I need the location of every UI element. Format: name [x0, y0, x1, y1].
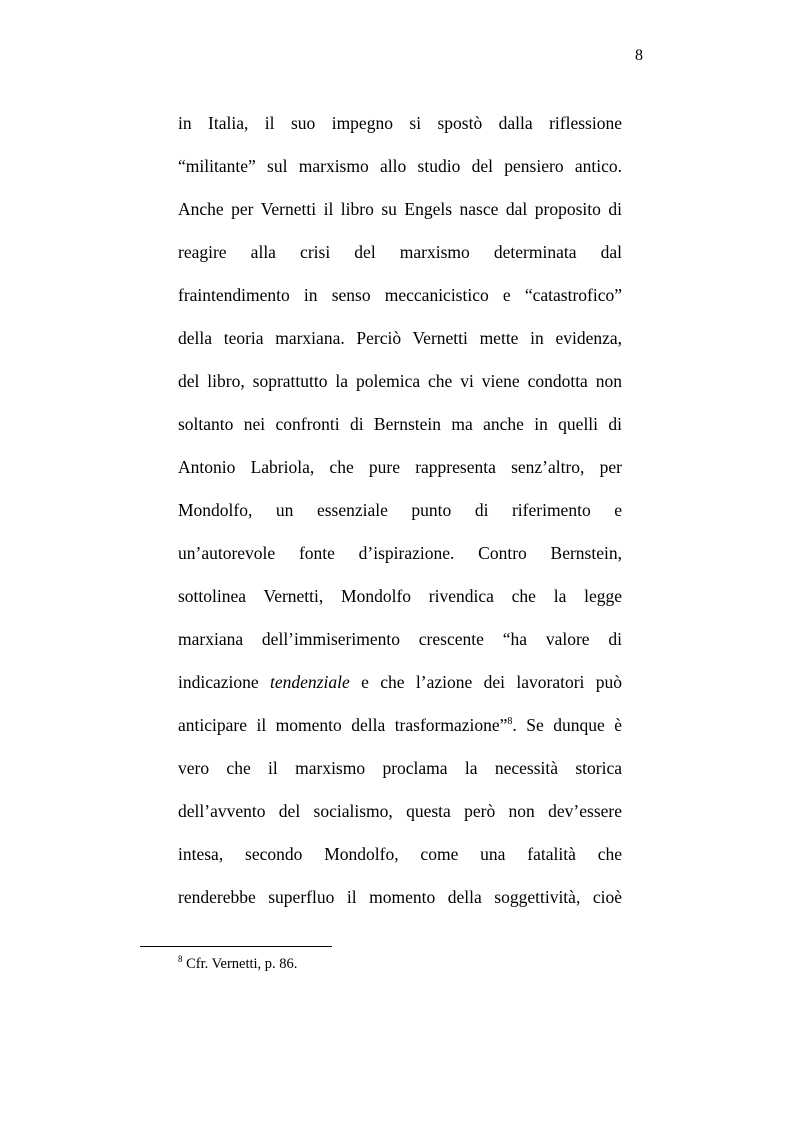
text-line-16: vero che il marxismo proclama la necessità storica: [178, 758, 622, 778]
body-text: [178, 103, 622, 920]
text-line-14: [178, 662, 622, 705]
text-segment: anticipare il momento della trasformazione”: [178, 715, 508, 735]
text-line-1: in Italia, il suo impegno si spostò dalla riflessione: [178, 113, 622, 133]
footnote-text: Cfr. Vernetti, p. 86.: [182, 956, 298, 972]
text-segment: . Se dunque è: [512, 715, 622, 735]
text-line-7: del libro, soprattutto la polemica che vi viene condotta non: [178, 371, 622, 391]
text-line-19: renderebbe superfluo il momento della soggettività, cioè: [178, 887, 622, 907]
text-line-15: [178, 705, 622, 748]
footnote: [178, 954, 297, 974]
text-line-11: un’autorevole fonte d’ispirazione. Contro Bernstein,: [178, 543, 622, 563]
text-line-12: sottolinea Vernetti, Mondolfo rivendica che la legge: [178, 586, 622, 606]
text-line-18: intesa, secondo Mondolfo, come una fatalità che: [178, 844, 622, 864]
footnote-marker: 8: [178, 954, 183, 964]
text-line-2: “militante” sul marxismo allo studio del pensiero antico.: [178, 156, 622, 176]
text-line-4: reagire alla crisi del marxismo determinata dal: [178, 242, 622, 262]
footnote-separator: [140, 946, 332, 947]
footnote-reference[interactable]: 8: [507, 716, 513, 727]
text-line-13: marxiana dell’immiserimento crescente “ha valore di: [178, 629, 622, 649]
text-line-8: soltanto nei confronti di Bernstein ma anche in quelli di: [178, 414, 622, 434]
emphasized-term: tendenziale: [270, 672, 350, 692]
text-line-10: Mondolfo, un essenziale punto di riferimento e: [178, 500, 622, 520]
text-line-5: fraintendimento in senso meccanicistico e “catastrofico”: [178, 285, 622, 305]
text-segment: indicazione: [178, 672, 271, 692]
page-number: 8: [635, 47, 643, 64]
text-line-17: dell’avvento del socialismo, questa però non dev’essere: [178, 801, 622, 821]
text-segment: e che l’azione dei lavoratori può: [349, 672, 623, 692]
text-line-6: della teoria marxiana. Perciò Vernetti mette in evidenza,: [178, 328, 622, 348]
text-line-3: Anche per Vernetti il libro su Engels nasce dal proposito di: [178, 199, 622, 219]
text-line-9: Antonio Labriola, che pure rappresenta senz’altro, per: [178, 457, 622, 477]
